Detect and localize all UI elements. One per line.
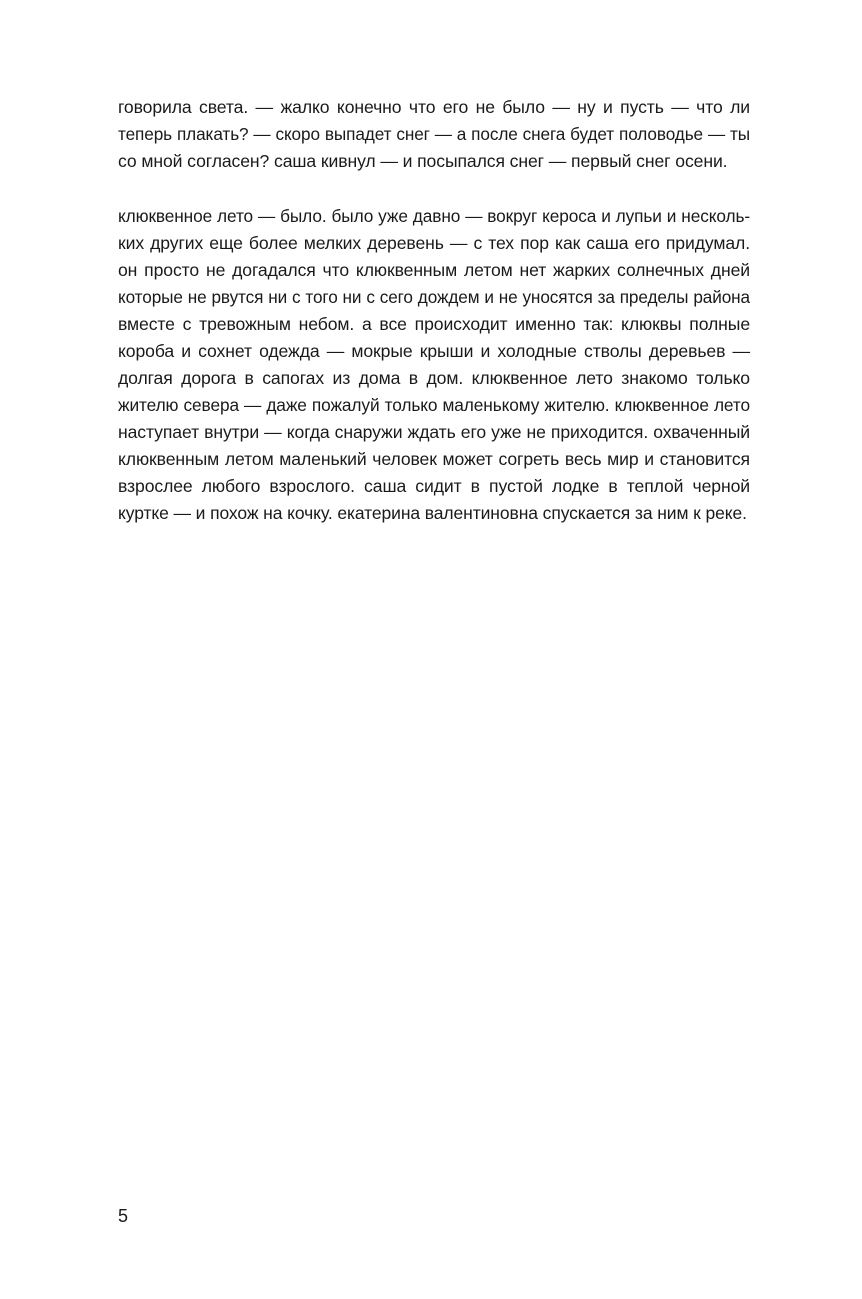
text-line: которые не рвутся ни с того ни с сего дождем и не уносятся за пределы района: [118, 287, 750, 307]
text-line: со мной согласен? саша кивнул — и посыпался снег — первый снег осени.: [118, 151, 728, 171]
text-line: он просто не догадался что клюквенным летом нет жарких солнечных дней: [118, 260, 750, 280]
text-line: клюквенным летом маленький человек может согреть весь мир и становится: [118, 449, 750, 469]
text-line: взрослее любого взрослого. саша сидит в пустой лодке в теплой черной: [118, 476, 750, 496]
text-line: ких других еще более мелких деревень — с тех пор как саша его придумал.: [118, 233, 750, 253]
text-line: теперь плакать? — скоро выпадет снег — а после снега будет половодье — ты: [118, 124, 750, 144]
text-line: долгая дорога в сапогах из дома в дом. клюквенное лето знакомо только: [118, 368, 750, 388]
text-line: куртке — и похож на кочку. екатерина валентиновна спускается за ним к реке.: [118, 503, 747, 523]
text-line: клюквенное лето — было. было уже давно — вокруг кероса и лупьи и несколь-: [118, 206, 750, 226]
text-line: наступает внутри — когда снаружи ждать его уже не приходится. охваченный: [118, 422, 750, 442]
text-line: короба и сохнет одежда — мокрые крыши и холодные стволы деревьев —: [118, 341, 750, 361]
text-line: вместе с тревожным небом. а все происходит именно так: клюквы полные: [118, 314, 750, 334]
text-line: жителю севера — даже пожалуй только маленькому жителю. клюквенное лето: [118, 395, 750, 415]
paragraph-1: [118, 94, 750, 175]
text-line: говорила света. — жалко конечно что его не было — ну и пусть — что ли: [118, 97, 750, 117]
page-number: 5: [118, 1206, 129, 1226]
paragraph-2: [118, 203, 750, 527]
